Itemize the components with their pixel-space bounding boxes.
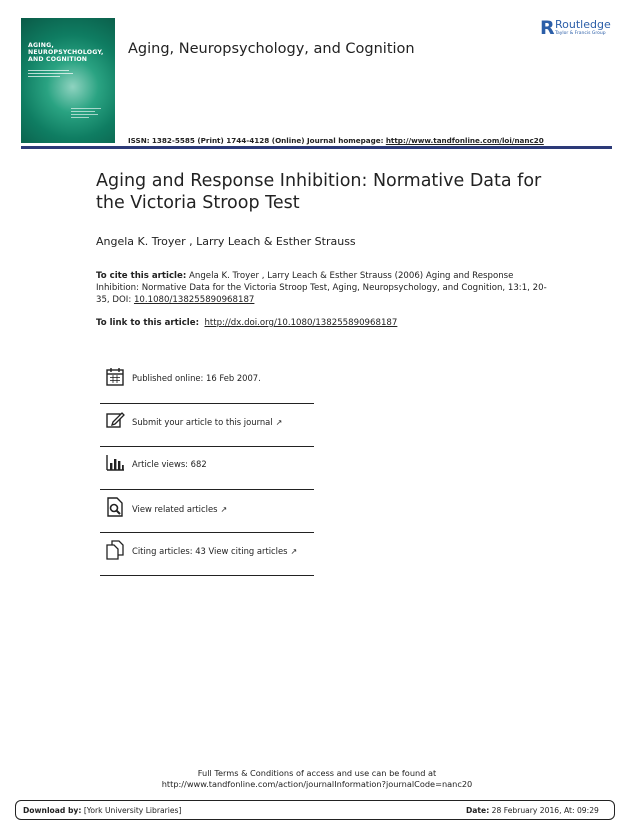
citing-articles-row[interactable]: [100, 540, 314, 580]
cite-text: Angela K. Troyer , Larry Leach & Esther Strauss (2006) Aging and Response Inhibition: Normative Data for the Victoria Stroop Test, Aging, Neuropsychology, and Cognition, 13:1, 20-35, DOI:: [96, 271, 547, 306]
info-divider: [100, 489, 314, 490]
submit-article-link[interactable]: [132, 417, 282, 427]
external-link-icon: ↗: [290, 547, 298, 556]
download-value: [York University Libraries]: [83, 806, 182, 815]
cover-title-line: AGING,: [28, 42, 54, 49]
cover-title: [28, 42, 112, 63]
article-views-row: [100, 453, 314, 493]
related-articles-label: View related articles: [132, 504, 218, 514]
info-divider: [100, 575, 314, 576]
terms-notice: [0, 768, 634, 790]
external-link-icon: ↗: [275, 418, 283, 427]
download-label: Download by:: [23, 806, 82, 815]
terms-line: Full Terms & Conditions of access and use can be found at: [197, 768, 437, 778]
date-value: 28 February 2016, At: 09:29: [491, 806, 599, 815]
info-divider: [100, 532, 314, 533]
issn-line: [128, 136, 544, 145]
document-search-icon: [105, 497, 125, 517]
submit-article-label: Submit your article to this journal: [132, 417, 273, 427]
issn-label: ISSN:: [128, 136, 150, 145]
article-views: Article views: 682: [132, 459, 207, 469]
issn-text: 1382-5585 (Print) 1744-4128 (Online) Journal homepage:: [151, 136, 384, 145]
cover-title-line: NEUROPSYCHOLOGY,: [28, 49, 104, 56]
related-articles-row[interactable]: [100, 497, 314, 537]
citation-block: [96, 270, 556, 307]
journal-homepage-link[interactable]: http://www.tandfonline.com/loi/nanc20: [385, 136, 544, 145]
cite-label: To cite this article:: [96, 271, 187, 281]
terms-url[interactable]: http://www.tandfonline.com/action/journalInformation?journalCode=nanc20: [161, 779, 473, 789]
article-authors: Angela K. Troyer , Larry Leach & Esther Strauss: [96, 235, 356, 248]
article-link-line: [96, 318, 397, 328]
related-articles-link[interactable]: [132, 504, 227, 514]
info-divider: [100, 403, 314, 404]
external-link-icon: ↗: [220, 505, 228, 514]
edit-icon: [105, 410, 125, 430]
cover-text-lines: [71, 108, 101, 120]
publisher-name: Routledge: [555, 18, 611, 31]
header-divider: [21, 146, 612, 149]
doi-link[interactable]: 10.1080/138255890968187: [133, 295, 255, 306]
citing-articles-label: Citing articles: 43 View citing articles: [132, 546, 288, 556]
calendar-icon: [105, 367, 125, 387]
cover-title-line: AND COGNITION: [28, 56, 88, 63]
published-date: Published online: 16 Feb 2007.: [132, 373, 261, 383]
journal-cover-image: [21, 18, 115, 143]
download-date: [466, 806, 599, 815]
journal-name: Aging, Neuropsychology, and Cognition: [128, 41, 415, 57]
date-label: Date:: [466, 806, 490, 815]
submit-article-row[interactable]: [100, 410, 314, 450]
article-doi-url[interactable]: http://dx.doi.org/10.1080/138255890968187: [204, 318, 398, 328]
publisher-tagline: Taylor & Francis Group: [555, 31, 606, 36]
bar-chart-icon: [105, 453, 125, 473]
published-row: [100, 367, 314, 407]
cover-text-lines: [28, 70, 73, 79]
link-label: To link to this article:: [96, 318, 200, 328]
publisher-logo[interactable]: [540, 18, 620, 40]
copy-documents-icon: [105, 540, 125, 560]
info-divider: [100, 446, 314, 447]
article-title: Aging and Response Inhibition: Normative Data for the Victoria Stroop Test: [96, 171, 542, 213]
routledge-logo-icon: R: [540, 17, 555, 39]
citing-articles-link[interactable]: [132, 546, 297, 556]
download-by: [23, 806, 181, 815]
